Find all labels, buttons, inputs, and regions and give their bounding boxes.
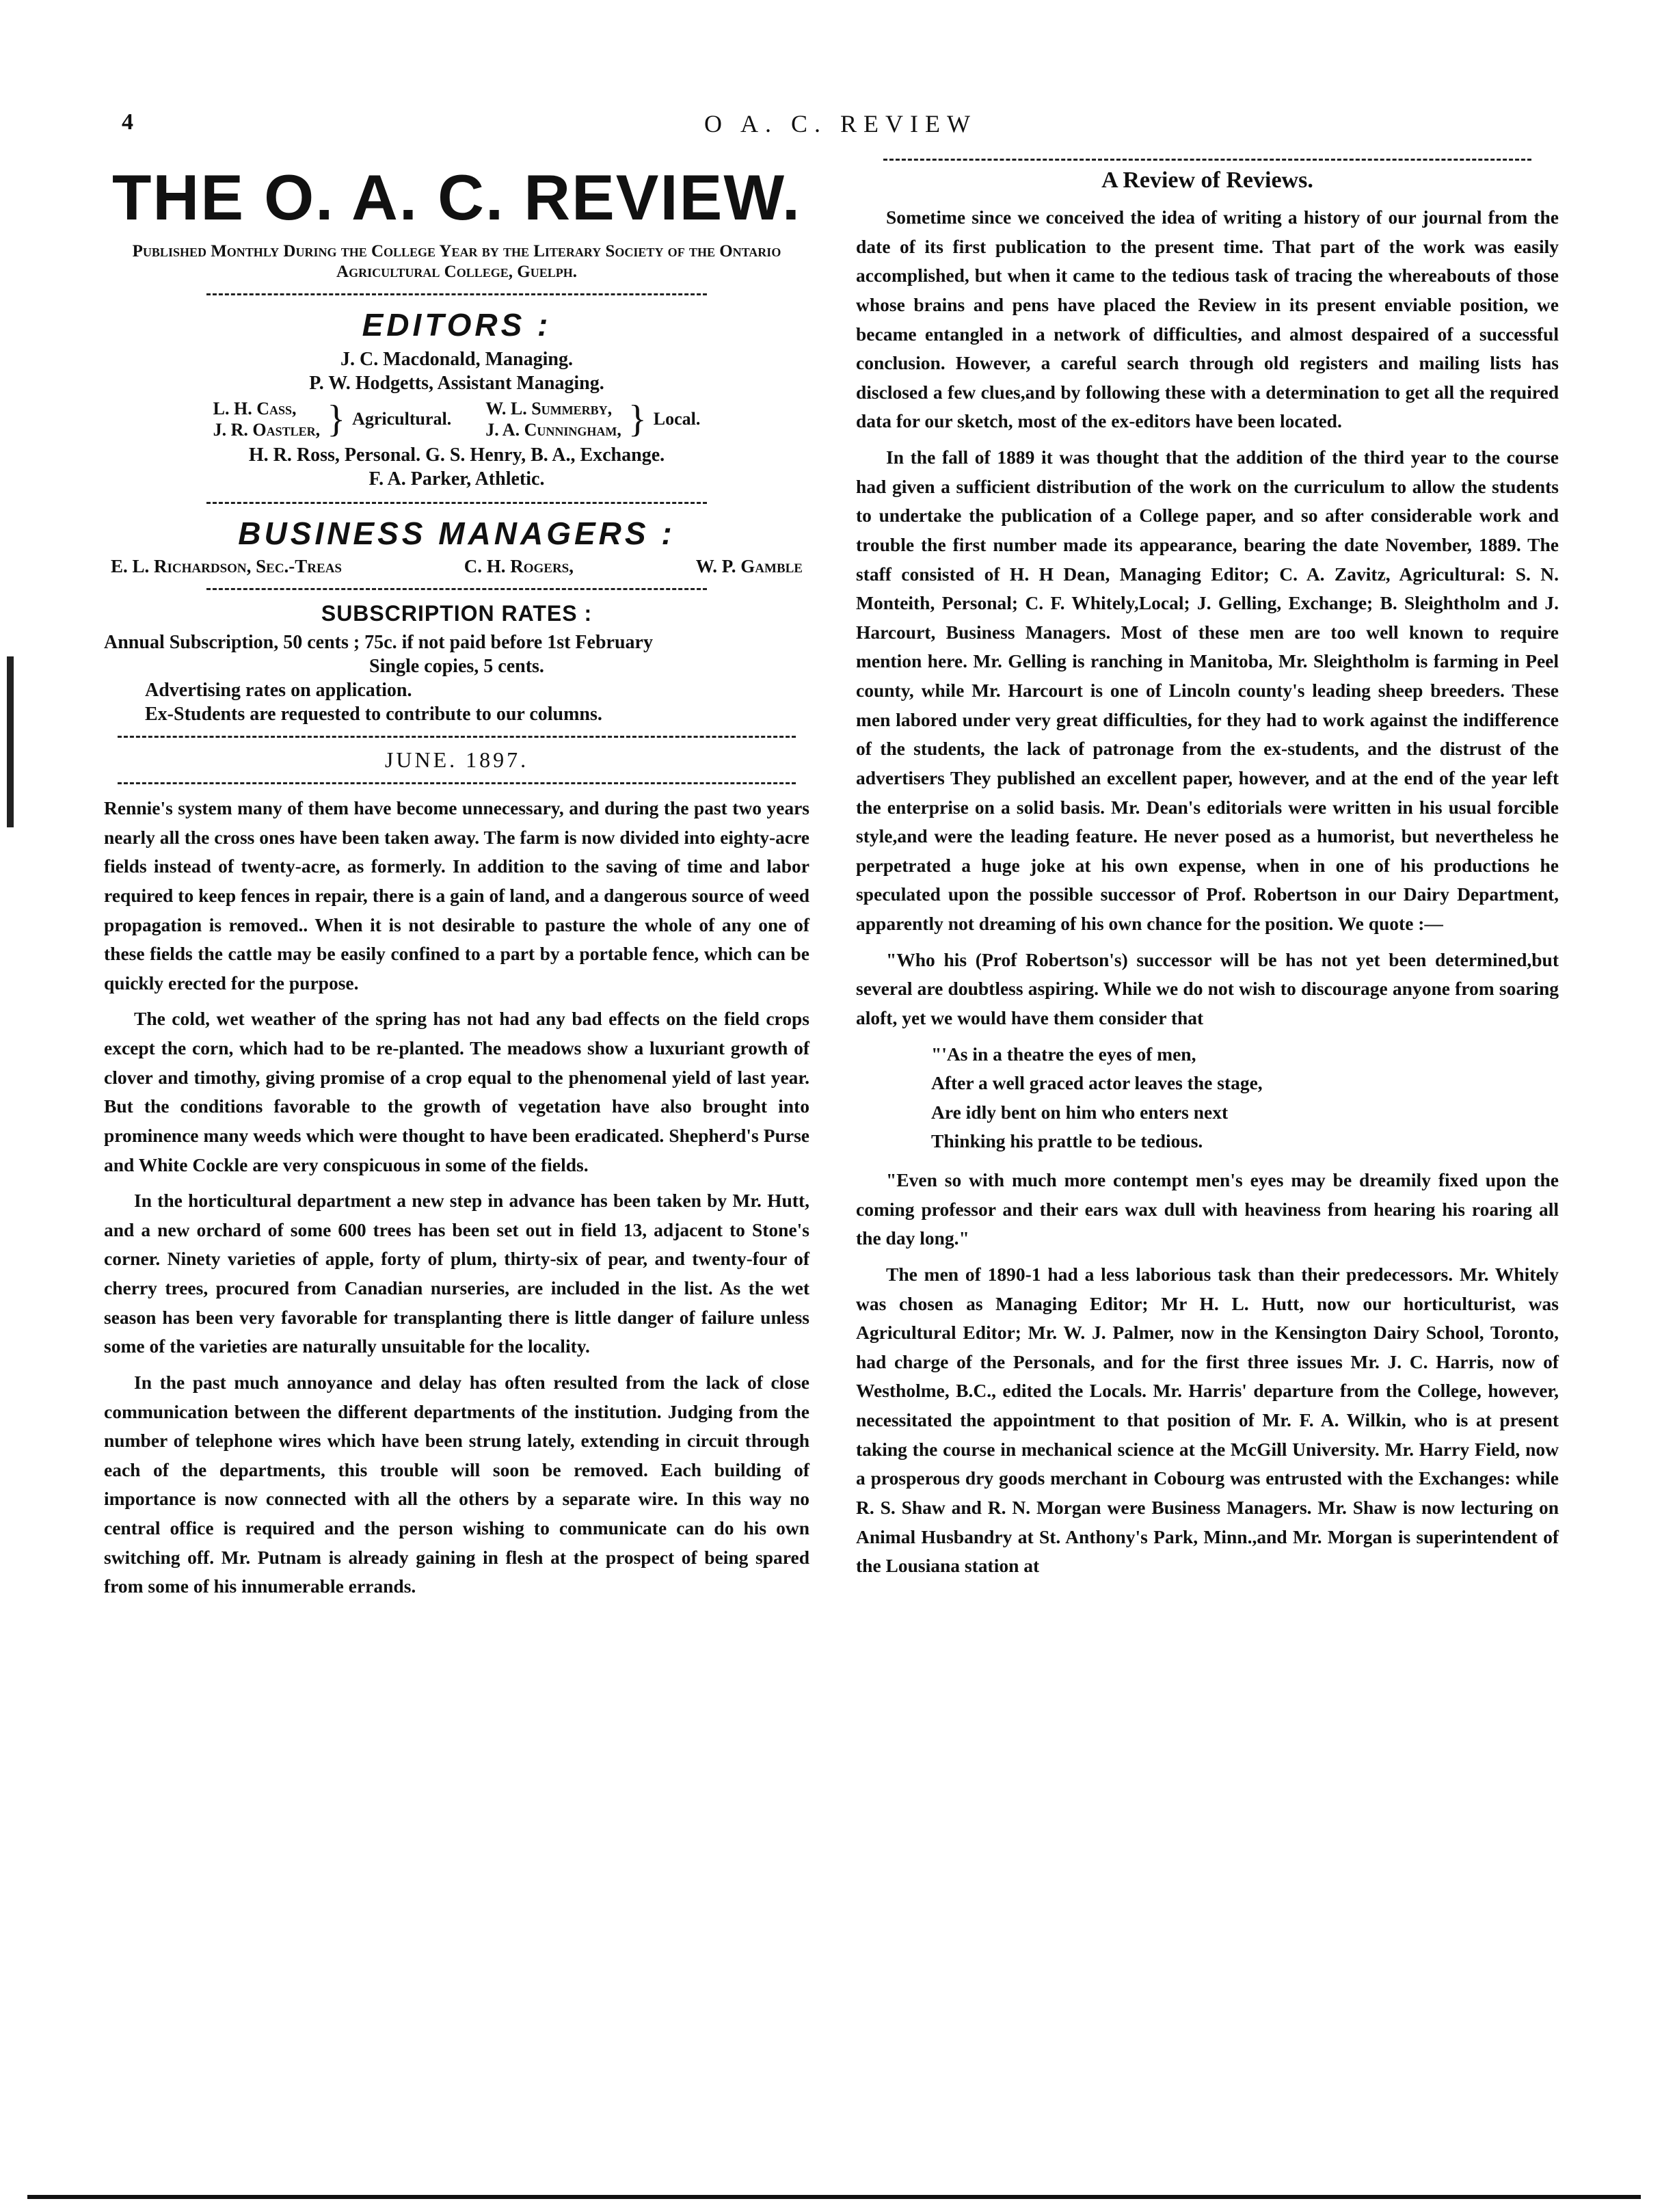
verse-line: Are idly bent on him who enters next (931, 1101, 1229, 1123)
paragraph: The cold, wet weather of the spring has not had any bad effects on the field crops except the corn, which had to be re-planted. The meadows show a luxuriant growth of clover and timothy, giving promise of a crop equal to the phenomenal yield of last year. But the conditions favorable to the growth of vegetation have also brought into prominence many weeds which were thought to have been eradicated. Shepherd's Purse and White Cockle are very conspicuous in some of the fields. (104, 1008, 809, 1175)
paragraph: "Even so with much more contempt men's eyes may be dreamily fixed upon the coming professor and their ears wax dull with heaviness from hearing his roaring all the day long." (856, 1169, 1559, 1249)
business-manager: E. L. Richardson, Sec.-Treas (111, 556, 342, 577)
divider (206, 588, 707, 590)
subscription-line: Annual Subscription, 50 cents ; 75c. if not paid before 1st February (104, 632, 653, 654)
agricultural-dept-label: Agricultural. (352, 409, 452, 429)
verse-line: "'As in a theatre the eyes of men, (931, 1043, 1196, 1065)
page-number: 4 (122, 109, 133, 135)
local-dept-label: Local. (653, 409, 701, 429)
editors-heading: EDITORS : (362, 306, 552, 343)
article-body (856, 203, 1559, 1033)
divider (118, 782, 796, 784)
bottom-border (27, 2195, 1641, 2199)
editor-managing: J. C. Macdonald, Managing. (340, 348, 573, 370)
right-column (856, 164, 1559, 1588)
paragraph: In the fall of 1889 it was thought that the addition of the third year to the course had given a sufficient distribution of the work on the curriculum to allow the students to undertake the publication of a College paper, and so after considerable work and trouble the first number made its appearance, bearing the date November, 1889. The staff consisted of H. H Dean, Managing Editor; C. A. Zavitz, Agricultural: S. N. Monteith, Personal; C. F. Whitely,Local; J. Gelling, Exchange; B. Sleightholm and J. Harcourt, Business Managers. Most of these men are too well known to require mention here. Mr. Gelling is ranching in Manitoba, Mr. Sleightholm is farming in Peel county, while Mr. Harcourt is one of Lincoln county's leading sheep breeders. These men labored under very great difficulties, for they had to work against the indifference of the students, the lack of patronage from the ex-students, and the distrust of the advertisers They published an excellent paper, however, and at the end of the year left the enterprise on a solid basis. Mr. Dean's editorials were written in his usual forcible style,and were the leading feature. He never posed as a humorist, but nevertheless he perpetrated a huge joke at his own expense, when in one of his productions he speculated upon the possible successor of Prof. Robertson in our Dairy Department, apparently not dreaming of his own chance for the position. We quote :— (856, 447, 1559, 934)
verse-line: Thinking his prattle to be tedious. (931, 1130, 1203, 1152)
divider (118, 736, 796, 738)
local-editors (485, 398, 621, 440)
brace: } (628, 397, 647, 440)
running-title: O A. C. REVIEW (704, 110, 977, 137)
paragraph: Sometime since we conceived the idea of writing a history of our journal from the date of its first publication to the present time. That part of the work was easily accomplished, but when it came to the tedious task of tracing the whereabouts of those whose brains and pens have placed the Review in its present enviable position, we became entangled in a network of difficulties, and almost despaired of a successful conclusion. However, a careful search through old registers and mailing lists has disclosed a few clues,and by following these with a determination to get all the required data for our sketch, most of the ex-editors have been located. (856, 206, 1559, 432)
divider (206, 293, 707, 295)
business-manager: W. P. Gamble (695, 556, 803, 577)
divider (883, 159, 1531, 161)
subscription-heading: SUBSCRIPTION RATES : (321, 601, 593, 626)
editor-name: J. R. Oastler, (213, 419, 321, 440)
paragraph: "Who his (Prof Robertson's) successor will be has not yet been determined,but several are doubtless aspiring. While we do not wish to discourage anyone from soaring aloft, yet we would have them consider that (856, 948, 1559, 1028)
editor-name: J. A. Cunningham, (485, 419, 621, 440)
editor-name: L. H. Cass, (213, 398, 297, 418)
quoted-verse (856, 1040, 1559, 1157)
business-heading: BUSINESS MANAGERS : (238, 516, 675, 552)
agricultural-editors (213, 398, 321, 440)
article-title: A Review of Reviews. (1101, 168, 1313, 193)
editor-personal-exchange: H. R. Ross, Personal. G. S. Henry, B. A., Exchange. (248, 444, 665, 466)
running-head (0, 109, 1662, 150)
left-body-text (104, 794, 809, 1601)
left-column (104, 161, 809, 1608)
editor-name: W. L. Summerby, (485, 398, 613, 418)
business-managers (111, 556, 803, 577)
editor-athletic: F. A. Parker, Athletic. (368, 468, 545, 490)
editor-assistant: P. W. Hodgetts, Assistant Managing. (309, 372, 604, 394)
advertising-line: Advertising rates on application. (145, 680, 412, 702)
paragraph: In the horticultural department a new step in advance has been taken by Mr. Hutt, and a new orchard of some 600 trees has been set out in field 13, adjacent to Stone's corner. Ninety varieties of apple, forty of plum, thirty-six of pear, and twenty-four of cherry trees, procured from Canadian nurseries, are included in the list. As the wet season has been very favorable for transplanting there is little danger of failure unless some of the varieties are naturally unsuitable for the locality. (104, 1190, 809, 1357)
article-body-continued (856, 1166, 1559, 1581)
masthead-title: THE O. A. C. REVIEW. (112, 161, 801, 233)
publication-info: Published Monthly During the College Year by the Literary Society of the Ontario Agricultural College, Guelph. (132, 241, 781, 281)
scan-margin-mark (7, 656, 14, 827)
paragraph: Rennie's system many of them have become unnecessary, and during the past two years nearly all the cross ones have been taken away. The farm is now divided into eighty-acre fields instead of twenty-acre, as formerly. In addition to the saving of time and labor required to keep fences in repair, there is a gain of land, and a dangerous source of weed propagation is removed.. When it is not desirable to pasture the whole of any one of these fields the cattle may be easily confined to a part by a portable fence, which can be quickly erected for the purpose. (104, 797, 809, 994)
business-manager: C. H. Rogers, (464, 556, 574, 577)
paragraph: The men of 1890-1 had a less laborious task than their predecessors. Mr. Whitely was chosen as Managing Editor; Mr H. L. Hutt, now our horticulturist, was Agricultural Editor; Mr. W. J. Palmer, now in the Kensington Dairy School, Toronto, had charge of the Personals, and for the first three issues Mr. J. C. Harris, now of Westholme, B.C., edited the Locals. Mr. Harris' departure from the College, however, necessitated the appointment to that position of Mr. F. A. Wilkin, who is at present taking the course in mechanical science at the McGill University. Mr. Harry Field, now a prosperous dry goods merchant in Cobourg was entrusted with the Exchanges: while R. S. Shaw and R. N. Morgan were Business Managers. Mr. Shaw is now lecturing on Animal Husbandry at St. Anthony's Park, Minn.,and Mr. Morgan is superintendent of the Lousiana station at (856, 1263, 1559, 1577)
editor-dept-grid (104, 398, 809, 440)
divider (206, 502, 707, 504)
paragraph: In the past much annoyance and delay has often resulted from the lack of close communication between the different departments of the institution. Judging from the number of telephone wires which have been strung lately, extending in circuit through each of the departments, this trouble will soon be removed. Each building of importance is now connected with all the others by a separate wire. In this way no central office is required and the person wishing to communicate can do his own switching off. Mr. Putnam is already gaining in flesh at the prospect of being spared from some of his innumerable errands. (104, 1371, 809, 1597)
brace: } (327, 397, 346, 440)
contribute-line: Ex-Students are requested to contribute to our columns. (145, 704, 602, 725)
verse-line: After a well graced actor leaves the stage, (931, 1072, 1263, 1094)
subscription-line: Single copies, 5 cents. (369, 656, 544, 678)
issue-date: JUNE. 1897. (384, 747, 529, 773)
